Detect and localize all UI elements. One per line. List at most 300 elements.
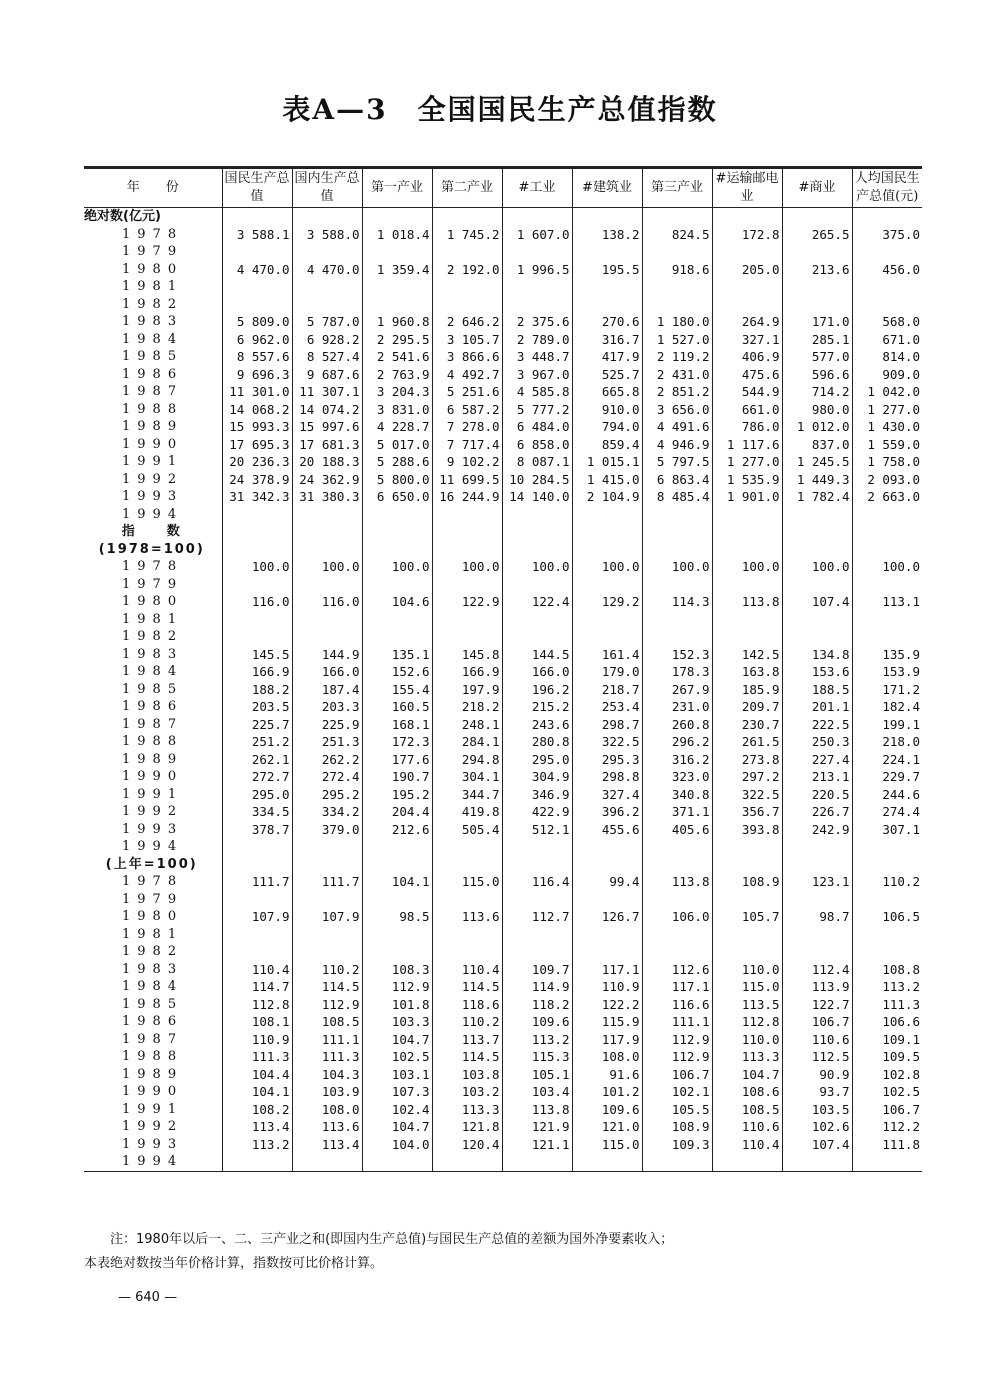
value-cell bbox=[642, 891, 712, 909]
value-cell bbox=[572, 278, 642, 296]
value-cell: 218.0 bbox=[852, 733, 922, 751]
value-cell: 155.4 bbox=[362, 681, 432, 699]
value-cell: 272.4 bbox=[292, 768, 362, 786]
empty-cell bbox=[852, 208, 922, 226]
value-cell: 201.1 bbox=[782, 698, 852, 716]
value-cell: 2 104.9 bbox=[572, 488, 642, 506]
value-cell: 327.4 bbox=[572, 786, 642, 804]
year-cell: 1986 bbox=[122, 699, 184, 714]
value-cell: 209.7 bbox=[712, 698, 782, 716]
value-cell: 114.7 bbox=[222, 978, 292, 996]
value-cell: 9 687.6 bbox=[292, 366, 362, 384]
value-cell bbox=[572, 243, 642, 261]
value-cell: 6 928.2 bbox=[292, 331, 362, 349]
header-industry: #工业 bbox=[502, 169, 572, 208]
value-cell: 103.3 bbox=[362, 1013, 432, 1031]
value-cell: 8 087.1 bbox=[502, 453, 572, 471]
year-cell: 1986 bbox=[122, 366, 184, 382]
value-cell bbox=[712, 243, 782, 261]
value-cell: 334.5 bbox=[222, 803, 292, 821]
table-notes bbox=[84, 1228, 944, 1276]
value-cell: 166.0 bbox=[502, 663, 572, 681]
year-cell: 1979 bbox=[122, 244, 184, 259]
value-cell: 166.9 bbox=[432, 663, 502, 681]
value-cell: 103.1 bbox=[362, 1066, 432, 1084]
value-cell: 304.1 bbox=[432, 768, 502, 786]
value-cell bbox=[292, 243, 362, 261]
value-cell: 213.1 bbox=[782, 768, 852, 786]
value-cell: 113.3 bbox=[432, 1101, 502, 1119]
value-cell bbox=[292, 1153, 362, 1171]
value-cell: 909.0 bbox=[852, 366, 922, 384]
value-cell: 106.6 bbox=[852, 1013, 922, 1031]
value-cell: 251.2 bbox=[222, 733, 292, 751]
empty-cell bbox=[222, 208, 292, 226]
value-cell: 110.9 bbox=[572, 978, 642, 996]
year-cell: 1982 bbox=[122, 944, 184, 959]
value-cell bbox=[502, 891, 572, 909]
year-cell: 1984 bbox=[122, 331, 184, 347]
value-cell bbox=[432, 278, 502, 296]
value-cell: 9 696.3 bbox=[222, 366, 292, 384]
value-cell: 111.7 bbox=[222, 873, 292, 891]
value-cell: 265.5 bbox=[782, 226, 852, 244]
empty-cell bbox=[712, 541, 782, 559]
value-cell bbox=[502, 926, 572, 944]
value-cell: 110.9 bbox=[222, 1031, 292, 1049]
value-cell: 417.9 bbox=[572, 348, 642, 366]
value-cell: 229.7 bbox=[852, 768, 922, 786]
value-cell: 102.1 bbox=[642, 1083, 712, 1101]
value-cell: 144.5 bbox=[502, 646, 572, 664]
value-cell: 4 470.0 bbox=[222, 261, 292, 279]
table-row bbox=[84, 1101, 922, 1119]
value-cell bbox=[432, 891, 502, 909]
value-cell: 218.2 bbox=[432, 698, 502, 716]
value-cell bbox=[222, 628, 292, 646]
value-cell bbox=[432, 838, 502, 856]
value-cell bbox=[782, 926, 852, 944]
value-cell: 213.6 bbox=[782, 261, 852, 279]
value-cell bbox=[852, 278, 922, 296]
value-cell: 296.2 bbox=[642, 733, 712, 751]
value-cell: 113.2 bbox=[502, 1031, 572, 1049]
empty-cell bbox=[782, 856, 852, 874]
year-cell: 1991 bbox=[122, 454, 184, 469]
value-cell: 346.9 bbox=[502, 786, 572, 804]
value-cell: 123.1 bbox=[782, 873, 852, 891]
value-cell: 11 307.1 bbox=[292, 383, 362, 401]
value-cell: 117.9 bbox=[572, 1031, 642, 1049]
value-cell: 1 535.9 bbox=[712, 471, 782, 489]
value-cell: 230.7 bbox=[712, 716, 782, 734]
section-sublabel: (上年=100) bbox=[105, 856, 198, 872]
empty-cell bbox=[292, 856, 362, 874]
value-cell: 3 588.1 bbox=[222, 226, 292, 244]
value-cell: 918.6 bbox=[642, 261, 712, 279]
year-cell: 1987 bbox=[122, 716, 184, 732]
value-cell: 244.6 bbox=[852, 786, 922, 804]
value-cell: 135.1 bbox=[362, 646, 432, 664]
value-cell: 525.7 bbox=[572, 366, 642, 384]
value-cell: 3 967.0 bbox=[502, 366, 572, 384]
value-cell: 188.2 bbox=[222, 681, 292, 699]
value-cell: 195.5 bbox=[572, 261, 642, 279]
value-cell: 160.5 bbox=[362, 698, 432, 716]
value-cell: 205.0 bbox=[712, 261, 782, 279]
value-cell bbox=[782, 243, 852, 261]
empty-cell bbox=[292, 523, 362, 541]
empty-cell bbox=[502, 541, 572, 559]
table-row bbox=[84, 926, 922, 944]
header-gnp: 国民生产总值 bbox=[222, 169, 292, 208]
empty-cell bbox=[572, 541, 642, 559]
value-cell: 114.5 bbox=[432, 1048, 502, 1066]
value-cell: 104.6 bbox=[362, 593, 432, 611]
value-cell bbox=[572, 628, 642, 646]
value-cell: 5 777.2 bbox=[502, 401, 572, 419]
value-cell: 110.0 bbox=[712, 961, 782, 979]
header-year: 年 份 bbox=[84, 169, 222, 208]
value-cell: 121.9 bbox=[502, 1118, 572, 1136]
value-cell: 1 527.0 bbox=[642, 331, 712, 349]
value-cell: 153.9 bbox=[852, 663, 922, 681]
table-row bbox=[84, 488, 922, 506]
value-cell: 243.6 bbox=[502, 716, 572, 734]
value-cell: 108.8 bbox=[852, 961, 922, 979]
empty-cell bbox=[432, 541, 502, 559]
value-cell: 110.0 bbox=[712, 1031, 782, 1049]
value-cell: 113.4 bbox=[222, 1118, 292, 1136]
year-cell: 1983 bbox=[122, 646, 184, 662]
header-tertiary: 第三产业 bbox=[642, 169, 712, 208]
value-cell: 112.2 bbox=[852, 1118, 922, 1136]
value-cell: 340.8 bbox=[642, 786, 712, 804]
value-cell: 6 650.0 bbox=[362, 488, 432, 506]
value-cell bbox=[642, 1153, 712, 1171]
value-cell: 171.2 bbox=[852, 681, 922, 699]
value-cell: 396.2 bbox=[572, 803, 642, 821]
value-cell: 112.8 bbox=[712, 1013, 782, 1031]
table-row bbox=[84, 1048, 922, 1066]
value-cell: 220.5 bbox=[782, 786, 852, 804]
value-cell bbox=[782, 611, 852, 629]
value-cell: 786.0 bbox=[712, 418, 782, 436]
year-cell: 1982 bbox=[122, 629, 184, 644]
value-cell: 104.3 bbox=[292, 1066, 362, 1084]
value-cell bbox=[642, 611, 712, 629]
value-cell: 5 809.0 bbox=[222, 313, 292, 331]
value-cell: 2 763.9 bbox=[362, 366, 432, 384]
value-cell bbox=[222, 506, 292, 524]
value-cell: 109.7 bbox=[502, 961, 572, 979]
page-number: — 640 — bbox=[118, 1290, 178, 1305]
table-row bbox=[84, 576, 922, 594]
value-cell: 111.7 bbox=[292, 873, 362, 891]
value-cell bbox=[432, 1153, 502, 1171]
value-cell: 103.8 bbox=[432, 1066, 502, 1084]
value-cell: 112.9 bbox=[642, 1048, 712, 1066]
value-cell: 102.8 bbox=[852, 1066, 922, 1084]
value-cell bbox=[362, 943, 432, 961]
value-cell bbox=[502, 506, 572, 524]
value-cell bbox=[852, 891, 922, 909]
value-cell: 225.9 bbox=[292, 716, 362, 734]
value-cell bbox=[432, 296, 502, 314]
value-cell bbox=[642, 576, 712, 594]
value-cell: 107.9 bbox=[222, 908, 292, 926]
value-cell: 273.8 bbox=[712, 751, 782, 769]
value-cell: 322.5 bbox=[712, 786, 782, 804]
year-cell: 1993 bbox=[122, 821, 184, 837]
value-cell: 108.9 bbox=[642, 1118, 712, 1136]
empty-cell bbox=[852, 541, 922, 559]
value-cell: 794.0 bbox=[572, 418, 642, 436]
value-cell: 100.0 bbox=[222, 558, 292, 576]
value-cell: 379.0 bbox=[292, 821, 362, 839]
table-row bbox=[84, 471, 922, 489]
value-cell: 280.8 bbox=[502, 733, 572, 751]
table-row bbox=[84, 1153, 922, 1171]
value-cell: 262.1 bbox=[222, 751, 292, 769]
value-cell bbox=[292, 278, 362, 296]
value-cell: 106.5 bbox=[852, 908, 922, 926]
section-sublabel-row bbox=[84, 856, 922, 874]
value-cell: 218.7 bbox=[572, 681, 642, 699]
empty-cell bbox=[432, 208, 502, 226]
value-cell: 222.5 bbox=[782, 716, 852, 734]
value-cell: 14 140.0 bbox=[502, 488, 572, 506]
value-cell: 98.5 bbox=[362, 908, 432, 926]
empty-cell bbox=[222, 523, 292, 541]
value-cell: 16 244.9 bbox=[432, 488, 502, 506]
value-cell: 295.0 bbox=[222, 786, 292, 804]
value-cell bbox=[782, 891, 852, 909]
table-row bbox=[84, 768, 922, 786]
empty-cell bbox=[222, 541, 292, 559]
year-cell: 1978 bbox=[122, 874, 184, 889]
value-cell bbox=[432, 628, 502, 646]
value-cell: 108.0 bbox=[292, 1101, 362, 1119]
value-cell: 185.9 bbox=[712, 681, 782, 699]
value-cell: 188.5 bbox=[782, 681, 852, 699]
value-cell: 171.0 bbox=[782, 313, 852, 331]
value-cell bbox=[712, 943, 782, 961]
value-cell: 224.1 bbox=[852, 751, 922, 769]
value-cell: 378.7 bbox=[222, 821, 292, 839]
table-row bbox=[84, 751, 922, 769]
value-cell: 103.2 bbox=[432, 1083, 502, 1101]
value-cell: 2 119.2 bbox=[642, 348, 712, 366]
value-cell: 344.7 bbox=[432, 786, 502, 804]
value-cell: 910.0 bbox=[572, 401, 642, 419]
value-cell: 177.6 bbox=[362, 751, 432, 769]
value-cell: 110.4 bbox=[432, 961, 502, 979]
empty-cell bbox=[642, 541, 712, 559]
value-cell: 105.7 bbox=[712, 908, 782, 926]
value-cell bbox=[222, 838, 292, 856]
value-cell: 568.0 bbox=[852, 313, 922, 331]
table-row bbox=[84, 348, 922, 366]
empty-cell bbox=[712, 856, 782, 874]
value-cell bbox=[572, 891, 642, 909]
empty-cell bbox=[852, 523, 922, 541]
value-cell bbox=[712, 506, 782, 524]
value-cell: 190.7 bbox=[362, 768, 432, 786]
value-cell: 102.5 bbox=[362, 1048, 432, 1066]
value-cell bbox=[222, 296, 292, 314]
value-cell: 505.4 bbox=[432, 821, 502, 839]
value-cell bbox=[292, 838, 362, 856]
empty-cell bbox=[362, 541, 432, 559]
value-cell: 108.2 bbox=[222, 1101, 292, 1119]
value-cell: 1 430.0 bbox=[852, 418, 922, 436]
value-cell: 284.1 bbox=[432, 733, 502, 751]
table-row bbox=[84, 226, 922, 244]
value-cell: 2 093.0 bbox=[852, 471, 922, 489]
table-row bbox=[84, 453, 922, 471]
value-cell bbox=[712, 1153, 782, 1171]
empty-cell bbox=[362, 523, 432, 541]
value-cell: 113.2 bbox=[222, 1136, 292, 1154]
value-cell: 14 068.2 bbox=[222, 401, 292, 419]
value-cell: 100.0 bbox=[292, 558, 362, 576]
value-cell: 153.6 bbox=[782, 663, 852, 681]
value-cell: 419.8 bbox=[432, 803, 502, 821]
value-cell: 2 375.6 bbox=[502, 313, 572, 331]
empty-cell bbox=[502, 523, 572, 541]
value-cell: 103.4 bbox=[502, 1083, 572, 1101]
value-cell bbox=[432, 943, 502, 961]
value-cell bbox=[572, 576, 642, 594]
value-cell bbox=[502, 296, 572, 314]
value-cell bbox=[782, 1153, 852, 1171]
value-cell bbox=[852, 943, 922, 961]
empty-cell bbox=[782, 208, 852, 226]
value-cell: 226.7 bbox=[782, 803, 852, 821]
value-cell: 111.1 bbox=[292, 1031, 362, 1049]
value-cell: 179.0 bbox=[572, 663, 642, 681]
value-cell: 112.7 bbox=[502, 908, 572, 926]
value-cell bbox=[502, 278, 572, 296]
empty-cell bbox=[292, 208, 362, 226]
value-cell: 101.8 bbox=[362, 996, 432, 1014]
value-cell: 24 378.9 bbox=[222, 471, 292, 489]
value-cell bbox=[362, 891, 432, 909]
value-cell: 3 866.6 bbox=[432, 348, 502, 366]
value-cell: 1 018.4 bbox=[362, 226, 432, 244]
table-row bbox=[84, 383, 922, 401]
value-cell: 109.5 bbox=[852, 1048, 922, 1066]
value-cell bbox=[222, 611, 292, 629]
year-cell: 1983 bbox=[122, 961, 184, 977]
value-cell bbox=[572, 943, 642, 961]
value-cell bbox=[712, 576, 782, 594]
year-cell: 1980 bbox=[122, 909, 184, 924]
value-cell: 110.2 bbox=[432, 1013, 502, 1031]
value-cell: 4 585.8 bbox=[502, 383, 572, 401]
value-cell: 102.6 bbox=[782, 1118, 852, 1136]
value-cell: 109.6 bbox=[572, 1101, 642, 1119]
value-cell: 100.0 bbox=[572, 558, 642, 576]
value-cell: 1 745.2 bbox=[432, 226, 502, 244]
value-cell: 187.4 bbox=[292, 681, 362, 699]
value-cell: 2 431.0 bbox=[642, 366, 712, 384]
value-cell: 114.3 bbox=[642, 593, 712, 611]
year-cell: 1978 bbox=[122, 559, 184, 574]
value-cell: 814.0 bbox=[852, 348, 922, 366]
value-cell: 134.8 bbox=[782, 646, 852, 664]
value-cell: 113.1 bbox=[852, 593, 922, 611]
value-cell bbox=[852, 296, 922, 314]
value-cell bbox=[852, 506, 922, 524]
value-cell bbox=[502, 576, 572, 594]
year-cell: 1990 bbox=[122, 436, 184, 452]
value-cell: 108.3 bbox=[362, 961, 432, 979]
value-cell: 102.4 bbox=[362, 1101, 432, 1119]
value-cell: 5 800.0 bbox=[362, 471, 432, 489]
value-cell: 98.7 bbox=[782, 908, 852, 926]
value-cell: 824.5 bbox=[642, 226, 712, 244]
value-cell: 285.1 bbox=[782, 331, 852, 349]
value-cell bbox=[362, 611, 432, 629]
value-cell: 100.0 bbox=[362, 558, 432, 576]
value-cell: 112.6 bbox=[642, 961, 712, 979]
value-cell: 1 015.1 bbox=[572, 453, 642, 471]
value-cell: 5 251.6 bbox=[432, 383, 502, 401]
value-cell: 253.4 bbox=[572, 698, 642, 716]
value-cell: 1 559.0 bbox=[852, 436, 922, 454]
value-cell: 122.2 bbox=[572, 996, 642, 1014]
value-cell bbox=[852, 1153, 922, 1171]
value-cell: 106.7 bbox=[642, 1066, 712, 1084]
value-cell: 327.1 bbox=[712, 331, 782, 349]
value-cell: 114.5 bbox=[292, 978, 362, 996]
value-cell: 121.8 bbox=[432, 1118, 502, 1136]
value-cell: 116.0 bbox=[222, 593, 292, 611]
value-cell: 2 789.0 bbox=[502, 331, 572, 349]
value-cell: 231.0 bbox=[642, 698, 712, 716]
value-cell: 3 105.7 bbox=[432, 331, 502, 349]
value-cell: 242.9 bbox=[782, 821, 852, 839]
value-cell: 172.8 bbox=[712, 226, 782, 244]
year-cell: 1988 bbox=[122, 1049, 184, 1064]
value-cell bbox=[222, 943, 292, 961]
value-cell: 1 117.6 bbox=[712, 436, 782, 454]
value-cell: 108.6 bbox=[712, 1083, 782, 1101]
value-cell: 203.5 bbox=[222, 698, 292, 716]
value-cell bbox=[292, 296, 362, 314]
table-row bbox=[84, 313, 922, 331]
value-cell bbox=[362, 838, 432, 856]
value-cell: 120.4 bbox=[432, 1136, 502, 1154]
value-cell: 104.0 bbox=[362, 1136, 432, 1154]
section-label: 绝对数(亿元) bbox=[84, 209, 161, 224]
year-cell: 1988 bbox=[122, 401, 184, 417]
empty-cell bbox=[502, 856, 572, 874]
value-cell: 15 997.6 bbox=[292, 418, 362, 436]
value-cell bbox=[292, 628, 362, 646]
value-cell: 100.0 bbox=[502, 558, 572, 576]
value-cell: 334.2 bbox=[292, 803, 362, 821]
value-cell: 322.5 bbox=[572, 733, 642, 751]
value-cell: 1 901.0 bbox=[712, 488, 782, 506]
value-cell: 196.2 bbox=[502, 681, 572, 699]
value-cell: 113.2 bbox=[852, 978, 922, 996]
value-cell: 113.7 bbox=[432, 1031, 502, 1049]
value-cell: 7 717.4 bbox=[432, 436, 502, 454]
value-cell: 5 797.5 bbox=[642, 453, 712, 471]
